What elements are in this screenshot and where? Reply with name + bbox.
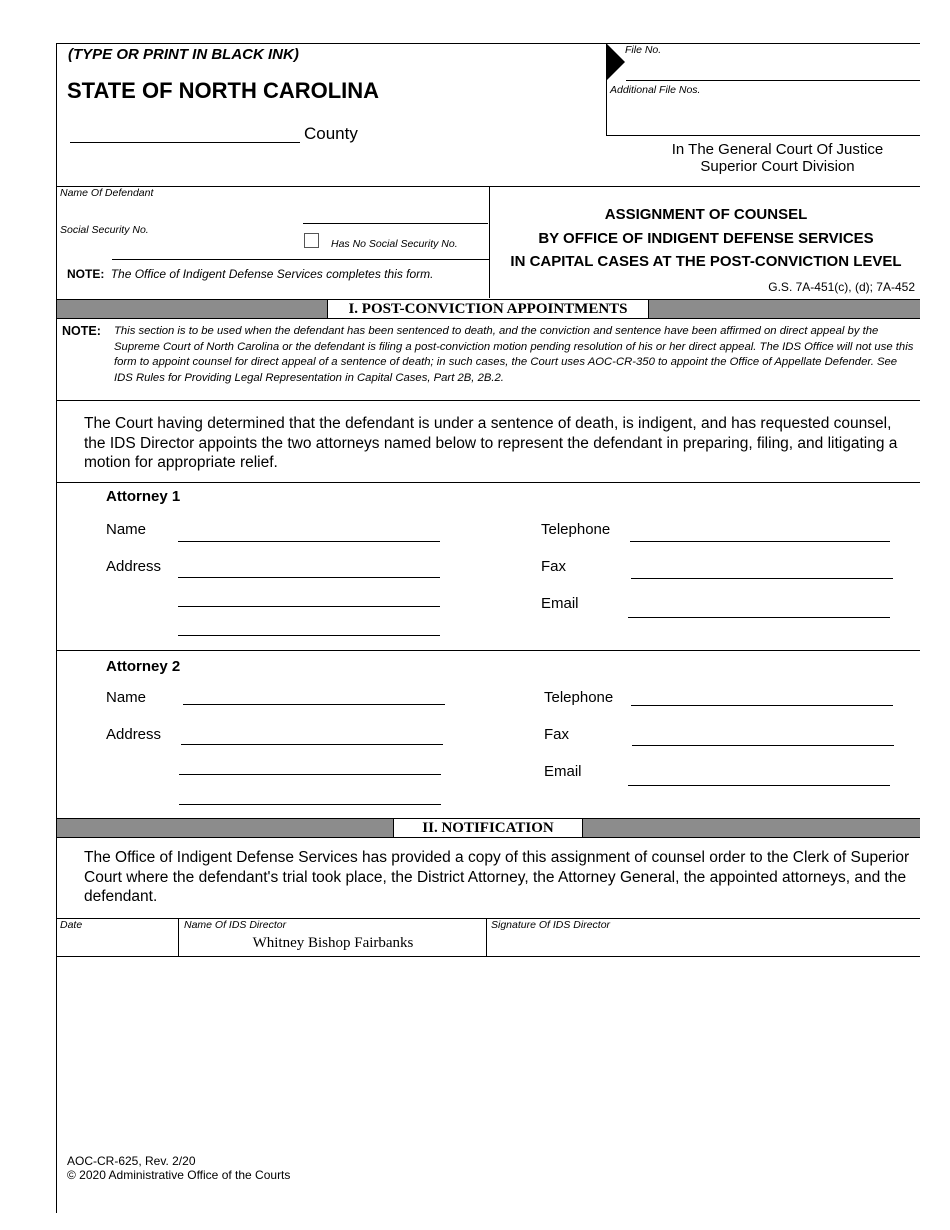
no-ssn-checkbox[interactable]	[304, 233, 319, 248]
section-1-note-text: This section is to be used when the defendant has been sentenced to death, and the conviction and sentence have been affirmed on direct appeal by the Supreme Court of North Carolina or the defendant is filing a post-conviction motion pending resolution of his or her direct appeal. The IDS Office will not use this form to appoint counsel for direct appeal of a sentence of death; in such cases, the Court uses AOC-CR-350 to appoint the Office of Appellate Defender. See IDS Rules for Providing Legal Representation in Capital Cases, Part 2B, 2B.2.	[114, 325, 914, 384]
attorney-2-name-field[interactable]	[183, 704, 445, 705]
court-line-1: In The General Court Of Justice	[671, 141, 884, 158]
court-line-2: Superior Court Division	[700, 158, 855, 175]
attorney-1-email-field[interactable]	[628, 617, 890, 618]
attorney-1-address-label: Address	[106, 558, 162, 575]
form-title-line-1: ASSIGNMENT OF COUNSEL	[604, 206, 808, 223]
attorney-1-telephone-field[interactable]	[630, 541, 890, 542]
file-no-arrow-icon	[607, 44, 625, 80]
attorney-1-fax-label: Fax	[541, 558, 567, 575]
state-title: STATE OF NORTH CAROLINA	[67, 78, 380, 103]
section-1-bar	[57, 299, 920, 319]
county-field[interactable]	[70, 142, 300, 143]
date-label: Date	[60, 919, 83, 931]
statute-reference: G.S. 7A-451(c), (d); 7A-452	[768, 280, 915, 294]
signature-label: Signature Of IDS Director	[491, 919, 611, 931]
section-1-note-prefix: NOTE:	[62, 324, 101, 338]
defendant-note	[67, 267, 434, 281]
attorney-2-address-field-2[interactable]	[179, 774, 441, 775]
note-prefix: NOTE:	[67, 267, 105, 281]
attorney-1-address-field-1[interactable]	[178, 577, 440, 578]
attorney-1-name-label: Name	[106, 521, 147, 538]
additional-file-nos-label: Additional File Nos.	[610, 84, 701, 96]
ssn-label: Social Security No.	[60, 224, 149, 236]
attorney-1-email-label: Email	[541, 595, 579, 612]
attorney-1-address-field-3[interactable]	[178, 635, 440, 636]
ssn-field[interactable]	[112, 259, 489, 260]
ink-note: (TYPE OR PRINT IN BLACK INK)	[68, 46, 299, 63]
attorney-1-name-field[interactable]	[178, 541, 440, 542]
attorney-1-address-field-2[interactable]	[178, 606, 440, 607]
attorney-2-email-field[interactable]	[628, 785, 890, 786]
attorney-1-telephone-label: Telephone	[541, 521, 611, 538]
defendant-name-label: Name Of Defendant	[60, 187, 154, 199]
defendant-name-field[interactable]	[303, 223, 488, 224]
form-title-line-3: IN CAPITAL CASES AT THE POST-CONVICTION LEVEL	[510, 253, 902, 270]
copyright: © 2020 Administrative Office of the Courts	[67, 1168, 291, 1182]
attorney-2-fax-field[interactable]	[632, 745, 894, 746]
attorney-2-email-label: Email	[544, 763, 582, 780]
attorney-2-telephone-field[interactable]	[631, 705, 893, 706]
signature-field[interactable]	[488, 930, 918, 954]
director-name-value[interactable]: Whitney Bishop Fairbanks	[252, 935, 414, 951]
attorney-2-fax-label: Fax	[544, 726, 570, 743]
date-field[interactable]	[58, 930, 176, 954]
attorney-2-address-field-3[interactable]	[179, 804, 441, 805]
attorney-2-telephone-label: Telephone	[544, 689, 614, 706]
file-no-label: File No.	[625, 44, 662, 56]
note-text: The Office of Indigent Defense Services completes this form.	[110, 267, 434, 281]
additional-file-nos-field[interactable]	[606, 135, 920, 136]
county-label: County	[304, 124, 358, 143]
attorney-1-heading: Attorney 1	[106, 488, 181, 505]
section-1-paragraph: The Court having determined that the defendant is under a sentence of death, is indigent, and has requested counsel, the IDS Director appoints the two attorneys named below to represent the defendant in preparing, filing, and litigating a motion for appropriate relief.	[84, 415, 898, 471]
attorney-2-address-field-1[interactable]	[181, 744, 443, 745]
form-title-line-2: BY OFFICE OF INDIGENT DEFENSE SERVICES	[538, 230, 874, 247]
section-1-title: I. POST-CONVICTION APPOINTMENTS	[327, 300, 649, 318]
attorney-2-heading: Attorney 2	[106, 658, 181, 675]
attorney-2-name-label: Name	[106, 689, 147, 706]
file-no-field[interactable]	[626, 80, 920, 81]
section-2-paragraph: The Office of Indigent Defense Services has provided a copy of this assignment of counsel order to the Clerk of Superior Court where the defendant's trial took place, the District Attorney, the Attorney General, the appointed attorneys, and the defendant.	[84, 849, 910, 905]
attorney-2-address-label: Address	[106, 726, 162, 743]
section-2-bar	[57, 818, 920, 838]
form-id: AOC-CR-625, Rev. 2/20	[67, 1154, 196, 1168]
director-name-label: Name Of IDS Director	[184, 919, 287, 931]
section-2-title: II. NOTIFICATION	[393, 819, 583, 837]
attorney-1-fax-field[interactable]	[631, 578, 893, 579]
no-ssn-label: Has No Social Security No.	[331, 238, 458, 250]
